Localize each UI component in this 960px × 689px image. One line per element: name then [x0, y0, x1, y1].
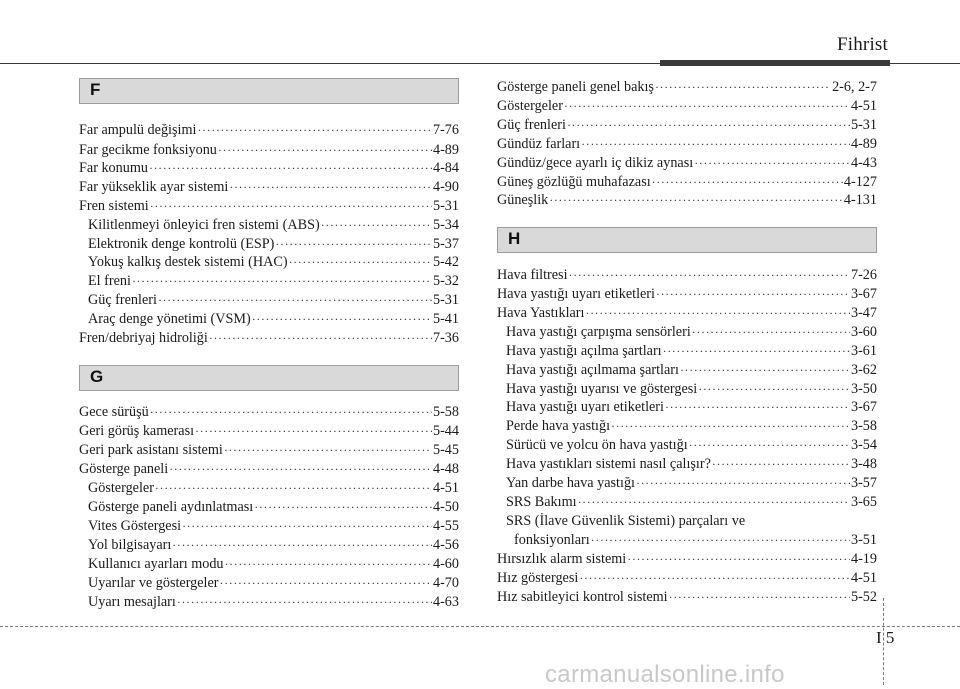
- index-subentry[interactable]: El freni ····· 5-32: [88, 271, 459, 291]
- page-number: I 5: [876, 628, 895, 647]
- index-subentry[interactable]: Hava yastığı açılma şartları ····· 3-61: [506, 341, 877, 361]
- index-entry[interactable]: Hız sabitleyici kontrol sistemi ····· 5-52: [497, 587, 877, 607]
- index-entry[interactable]: Göstergeler ····· 4-51: [497, 96, 877, 116]
- index-subentry[interactable]: Vites Göstergesi ····· 4-55: [88, 516, 459, 536]
- index-entry[interactable]: Far yükseklik ayar sistemi ····· 4-90: [79, 177, 459, 197]
- index-subentry[interactable]: Hava yastığı açılmama şartları ····· 3-62: [506, 360, 877, 380]
- index-entry[interactable]: Güneş gözlüğü muhafazası ····· 4-127: [497, 172, 877, 192]
- index-entry[interactable]: Hırsızlık alarm sistemi ····· 4-19: [497, 549, 877, 569]
- index-entry[interactable]: Güneşlik ····· 4-131: [497, 190, 877, 210]
- index-entry[interactable]: Hava Yastıkları ····· 3-47: [497, 303, 877, 323]
- index-entry[interactable]: Far konumu ····· 4-84: [79, 158, 459, 178]
- index-subentry[interactable]: Yol bilgisayarı ····· 4-56: [88, 535, 459, 555]
- index-entry[interactable]: Geri görüş kamerası ····· 5-44: [79, 421, 459, 441]
- index-entry[interactable]: Hız göstergesi ····· 4-51: [497, 568, 877, 588]
- index-entry[interactable]: Gece sürüşü ····· 5-58: [79, 402, 459, 422]
- index-subentry[interactable]: Araç denge yönetimi (VSM) ····· 5-41: [88, 309, 459, 329]
- index-subentry[interactable]: Elektronik denge kontrolü (ESP) ····· 5-37: [88, 234, 459, 254]
- index-subentry[interactable]: Hava yastıkları sistemi nasıl çalışır? ····· 3-48: [506, 454, 877, 474]
- index-subentry[interactable]: Güç frenleri ····· 5-31: [88, 290, 459, 310]
- index-subentry[interactable]: Hava yastığı uyarı etiketleri ····· 3-67: [506, 397, 877, 417]
- index-entry[interactable]: Gündüz/gece ayarlı iç dikiz aynası ····· 4-43: [497, 153, 877, 173]
- section-marker: I: [876, 628, 882, 647]
- index-subentry-continuation[interactable]: fonksiyonları ····· 3-51: [514, 530, 877, 550]
- footer-dashed-rule: [0, 626, 960, 627]
- section-header-f: F: [79, 78, 459, 104]
- index-entry[interactable]: Hava yastığı uyarı etiketleri ····· 3-67: [497, 284, 877, 304]
- index-subentry[interactable]: Kilitlenmeyi önleyici fren sistemi (ABS) ····· 5-34: [88, 215, 459, 235]
- index-subentry[interactable]: SRS (İlave Güvenlik Sistemi) parçaları ve: [506, 513, 746, 529]
- index-subentry[interactable]: Yan darbe hava yastığı ····· 3-57: [506, 473, 877, 493]
- section-header-g: G: [79, 365, 459, 391]
- index-entry[interactable]: Güç frenleri ····· 5-31: [497, 115, 877, 135]
- index-subentry[interactable]: Uyarılar ve göstergeler ····· 4-70: [88, 573, 459, 593]
- index-entry[interactable]: Far ampulü değişimi ····· 7-76: [79, 120, 459, 140]
- section-header-h: H: [497, 227, 877, 253]
- page-header-title: Fihrist: [836, 34, 888, 55]
- index-subentry[interactable]: Gösterge paneli aydınlatması ····· 4-50: [88, 497, 459, 517]
- index-entry[interactable]: Hava filtresi ····· 7-26: [497, 265, 877, 285]
- index-subentry[interactable]: SRS Bakımı ····· 3-65: [506, 492, 877, 512]
- index-subentry[interactable]: Kullanıcı ayarları modu ····· 4-60: [88, 554, 459, 574]
- index-subentry[interactable]: Sürücü ve yolcu ön hava yastığı ····· 3-54: [506, 435, 877, 455]
- index-subentry[interactable]: Yokuş kalkış destek sistemi (HAC) ····· 5-42: [88, 252, 459, 272]
- header-rule: [0, 62, 960, 65]
- index-subentry[interactable]: Uyarı mesajları ····· 4-63: [88, 592, 459, 612]
- index-entry[interactable]: Fren/debriyaj hidroliği ····· 7-36: [79, 328, 459, 348]
- index-subentry[interactable]: Hava yastığı çarpışma sensörleri ····· 3-60: [506, 322, 877, 342]
- index-entry[interactable]: Gösterge paneli genel bakış ····· 2-6, 2-7: [497, 77, 877, 97]
- index-subentry[interactable]: Perde hava yastığı ····· 3-58: [506, 416, 877, 436]
- index-entry[interactable]: Geri park asistanı sistemi ····· 5-45: [79, 440, 459, 460]
- watermark: carmanualsonline.info: [545, 661, 785, 688]
- index-entry[interactable]: Fren sistemi ····· 5-31: [79, 196, 459, 216]
- index-subentry[interactable]: Hava yastığı uyarısı ve göstergesi ····· 3-50: [506, 379, 877, 399]
- index-entry[interactable]: Far gecikme fonksiyonu ····· 4-89: [79, 140, 459, 160]
- index-entry[interactable]: Gündüz farları ····· 4-89: [497, 134, 877, 154]
- index-entry[interactable]: Gösterge paneli ····· 4-48: [79, 459, 459, 479]
- index-subentry[interactable]: Göstergeler ····· 4-51: [88, 478, 459, 498]
